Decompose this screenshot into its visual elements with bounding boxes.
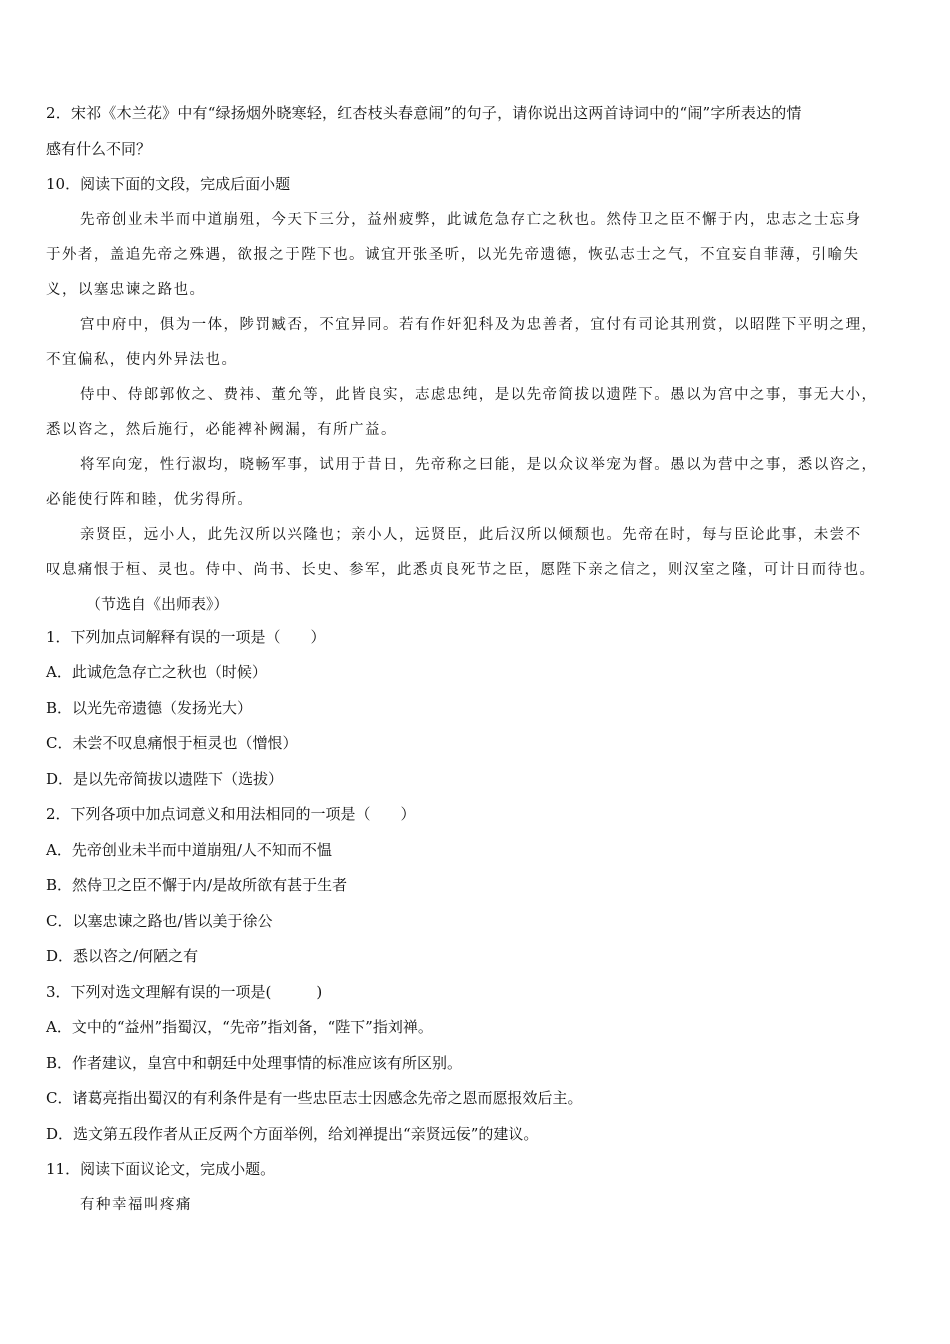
question-2-line-1: 2．宋祁《木兰花》中有“绿扬烟外晓寒轻，红杏枝头春意闹”的句子，请你说出这两首诗词中的“闹”字所表达的情: [46, 104, 802, 122]
subquestion-1-option-d: D．是以先帝简拔以遗陛下（选拔）: [46, 769, 284, 788]
subquestion-2-option-d: D．悉以咨之/何陋之有: [46, 947, 199, 965]
passage-line: 必能使行阵和睦，优劣得所。: [46, 491, 254, 508]
passage-line: 先帝创业未半而中道崩殂，今天下三分，益州疲弊，此诚危急存亡之秋也。然侍卫之臣不懈于内，忠志之士忘身: [80, 211, 862, 228]
passage-line: 义，以塞忠谏之路也。: [46, 281, 206, 298]
subquestion-1-stem: 1．下列加点词解释有误的一项是（ ）: [46, 627, 326, 646]
question-11-header: 11．阅读下面议论文，完成小题。: [46, 1160, 276, 1178]
passage-line: 叹息痛恨于桓、灵也。侍中、尚书、长史、参军，此悉贞良死节之臣，愿陛下亲之信之，则汉室之隆，可计日而待也。: [46, 561, 876, 578]
document-page: [46, 96, 908, 1223]
passage-line: 亲贤臣，远小人，此先汉所以兴隆也；亲小人，远贤臣，此后汉所以倾颓也。先帝在时，每与臣论此事，未尝不: [80, 526, 862, 543]
subquestion-3-option-b: B．作者建议，皇宫中和朝廷中处理事情的标准应该有所区别。: [46, 1053, 463, 1072]
subquestion-3-option-c: C．诸葛亮指出蜀汉的有利条件是有一些忠臣志士因感念先帝之恩而愿报效后主。: [46, 1089, 583, 1107]
passage-source: （节选自《出师表》）: [86, 594, 229, 613]
subquestion-1-option-a: A．此诚危急存亡之秋也（时候）: [46, 663, 267, 681]
subquestion-2-option-c: C．以塞忠谏之路也/皆以美于徐公: [46, 911, 273, 930]
subquestion-2-option-a: A．先帝创业未半而中道崩殂/人不知而不愠: [46, 840, 332, 859]
subquestion-2-stem: 2．下列各项中加点词意义和用法相同的一项是（ ）: [46, 805, 416, 823]
passage: [46, 203, 908, 588]
question-10-header: 10．阅读下面的文段，完成后面小题: [46, 175, 291, 193]
passage-line: 悉以咨之，然后施行，必能裨补阙漏，有所广益。: [46, 421, 397, 438]
passage-line: 将军向宠，性行淑均，晓畅军事，试用于昔日，先帝称之曰能，是以众议举宠为督。愚以为营中之事，悉以咨之，: [80, 456, 878, 473]
subquestion-3-option-a: A．文中的“益州”指蜀汉，“先帝”指刘备，“陛下”指刘禅。: [46, 1018, 433, 1036]
article-title: 有种幸福叫疼痛: [80, 1196, 192, 1213]
passage-line: 侍中、侍郎郭攸之、费祎、董允等，此皆良实，志虑忠纯，是以先帝简拔以遗陛下。愚以为宫中之事，事无大小，: [80, 386, 878, 403]
subquestion-1-option-c: C．未尝不叹息痛恨于桓灵也（憎恨）: [46, 734, 298, 752]
subquestion-3-option-d: D．选文第五段作者从正反两个方面举例，给刘禅提出“亲贤远佞”的建议。: [46, 1124, 539, 1143]
question-2-line-2: 感有什么不同？: [46, 139, 152, 158]
passage-line: 于外者，盖追先帝之殊遇，欲报之于陛下也。诚宜开张圣听，以光先帝遗德，恢弘志士之气，不宜妄自菲薄，引喻失: [46, 246, 860, 263]
subquestion-3-stem: 3．下列对选文理解有误的一项是( ): [46, 982, 323, 1001]
passage-line: 不宜偏私，使内外异法也。: [46, 351, 238, 368]
subquestion-2-option-b: B．然侍卫之臣不懈于内/是故所欲有甚于生者: [46, 876, 348, 894]
subquestion-1-option-b: B．以光先帝遗德（发扬光大）: [46, 698, 253, 717]
passage-line: 宫中府中，俱为一体，陟罚臧否，不宜异同。若有作奸犯科及为忠善者，宜付有司论其刑赏，以昭陛下平明之理，: [80, 316, 878, 333]
